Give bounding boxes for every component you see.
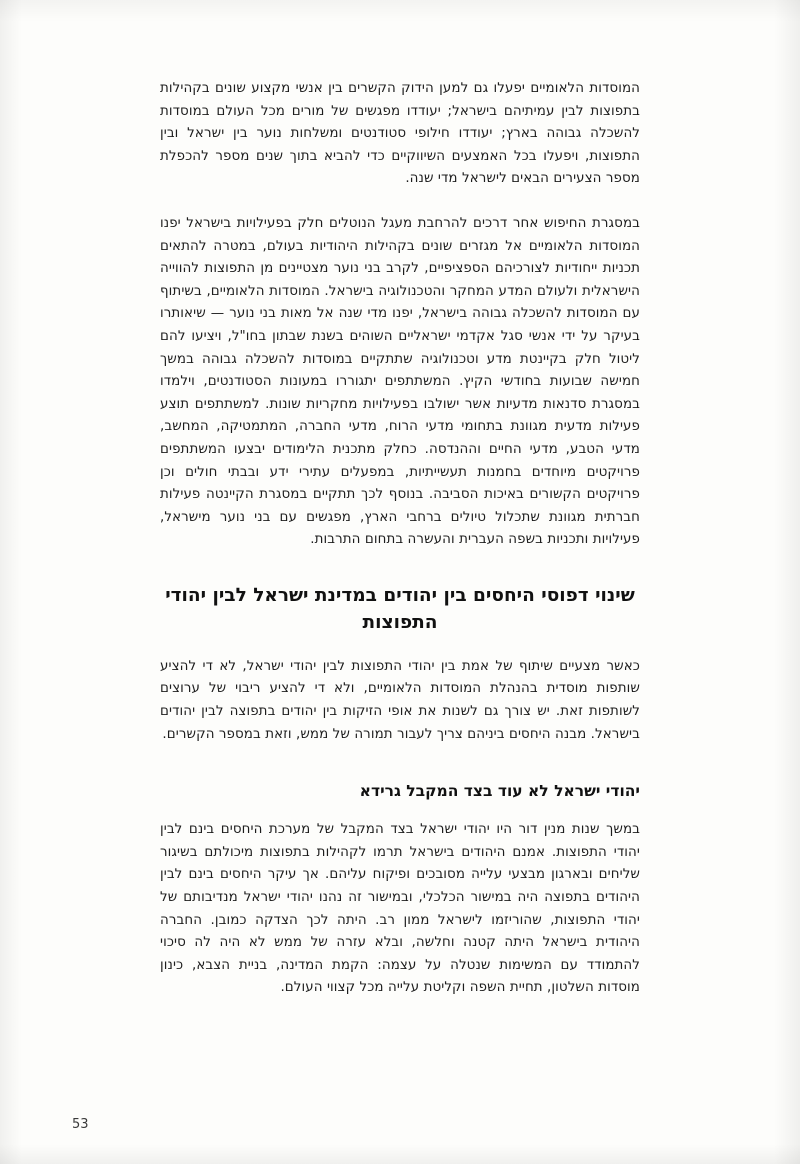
section-heading: שינוי דפוסי היחסים בין יהודים במדינת ישראל לבין יהודי התפוצות xyxy=(165,584,635,633)
page-content xyxy=(0,78,800,1000)
page-number: 53 xyxy=(72,1117,89,1132)
paragraph-1: המוסדות הלאומיים יפעלו גם למען הידוק הקשרים בין אנשי מקצוע שונים בקהילות בתפוצות לבין עמיתיהם בישראל; יעודדו מפגשים של מורים מכל העולם במוסדות להשכלה גבוהה בארץ; יעודדו חילופי סטודנטים ומשלחות נוער בין ישראל ובין התפוצות, ויפעלו בכל האמצעים השיווקיים כדי להביא בתוך שנים מספר להכפלת מספר הצעירים הבאים לישראל מדי שנה. xyxy=(160,81,640,187)
paragraph-2: במסגרת החיפוש אחר דרכים להרחבת מעגל הנוטלים חלק בפעילויות בישראל יפנו המוסדות הלאומיים אל מגזרים שונים בקהילות היהודיות בעולם, במטרה להתאים תכניות ייחודיות לצורכיהם הספציפיים, לקרב בני נוער מצטיינים מן התפוצות להווייה הישראלית ולעולם המדע המחקר והטכנולוגיה בישראל. המוסדות הלאומיים, בשיתוף עם המוסדות להשכלה גבוהה בישראל, יפנו מדי שנה אל מאות בני נוער — שיאותרו בעיקר על ידי אנשי סגל אקדמי ישראליים השוהים בשנת שבתון בחו"ל, ויציעו להם ליטול חלק בקיינטת מדע וטכנולוגיה שתתקיים במוסדות להשכלה גבוהה במשך חמישה שבועות בחודשי הקיץ. המשתתפים יתגוררו במעונות הסטודנטים, וילמדו במסגרת סדנאות מדעיות אשר ישולבו בפעילויות מחקריות שונות. למשתתפים תוצע פעילות מדעית מגוונת בתחומי מדעי הרוח, מדעי החברה, המתמטיקה, המחשב, מדעי הטבע, מדעי החיים וההנדסה. כחלק מתכנית הלימודים יבצעו המשתתפים פרויקטים מיוחדים בחמנות תעשייתיות, במפעלים עתירי ידע ובבתי חולים וכן פרויקטים הקשורים באיכות הסביבה. בנוסף לכך תתקיים במסגרת הקיינטה פעילות חברתית מגוונת שתכלול טיולים ברחבי הארץ, מפגשים עם בני נוער מישראל, פעילויות ותכניות בשפה העברית והעשרה בתחום התרבות. xyxy=(160,215,640,548)
sub-heading: יהודי ישראל לא עוד בצד המקבל גרידא xyxy=(359,782,640,801)
section-paragraph: כאשר מצעיים שיתוף של אמת בין יהודי התפוצות לבין יהודי ישראל, לא די להציע שותפות מוסדית בהנהלת המוסדות הלאומיים, ולא די להציע ריבוי של ערוצים לשותפות זאת. יש צורך גם לשנות את אופי הזיקות בין יהודים בתפוצה לבין יהודים בישראל. מבנה היחסים ביניהם צריך לעבור תמורה של ממש, וזאת במספר הקשרים. xyxy=(160,658,640,742)
sub-paragraph: במשך שנות מנין דור היו יהודי ישראל בצד המקבל של מערכת היחסים בינם לבין יהודי התפוצות. אמנם היהודים בישראל תרמו לקהילות בתפוצות מיכולתם בשיגור שליחים ובארגון מבצעי עלייה מסובכים ופיקוח עליהם. אך עיקר היחסים בינם לבין היהודים בתפוצה היה במישור הכלכלי, ובמישור זה נהנו יהודי ישראל מנדיבותם של יהודי התפוצות, שהוריזמו לישראל ממון רב. היתה לכך הצדקה כמובן. החברה היהודית בישראל היתה קטנה וחלשה, ובלא עזרה של ממש לא היה לה סיכוי להתמודד עם המשימות שנטלה על עצמה: הקמת המדינה, בניית הצבא, כינון מוסדות השלטון, תחיית השפה וקליטת עלייה מכל קצווי העולם. xyxy=(160,822,640,996)
